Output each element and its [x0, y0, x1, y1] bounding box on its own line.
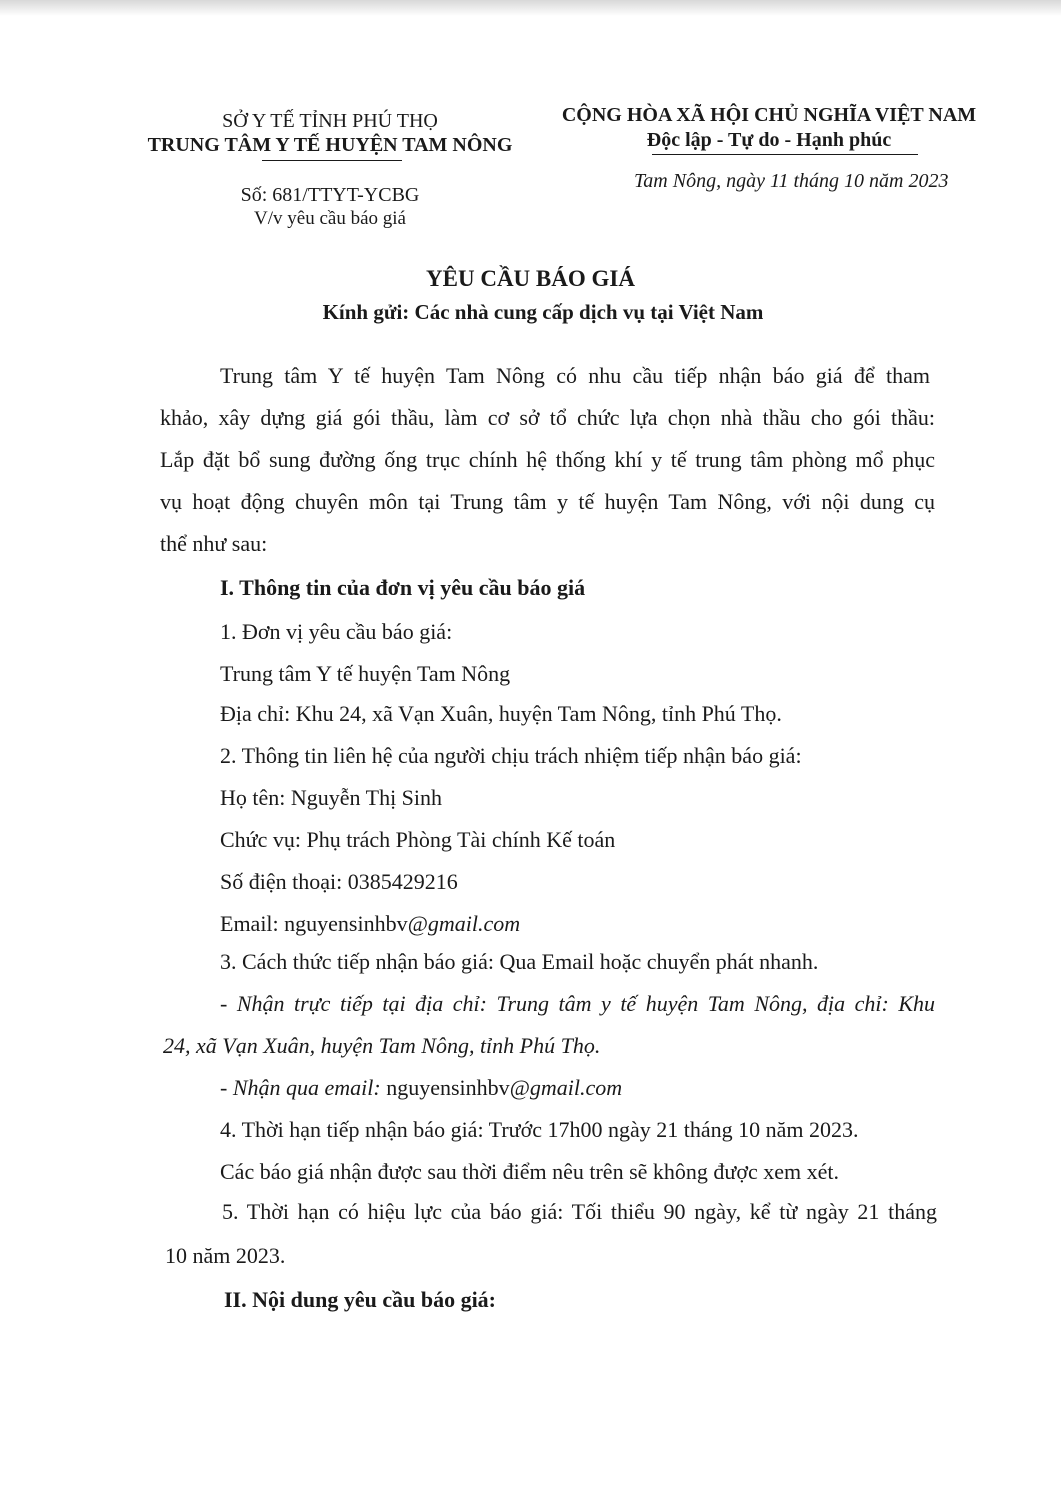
intro-line-2: khảo, xây dựng giá gói thầu, làm cơ sở tổ chức lựa chọn nhà thầu cho gói thầu:: [160, 405, 935, 430]
contact-email: [220, 911, 520, 937]
department-name: SỞ Y TẾ TỈNH PHÚ THỌ: [222, 110, 438, 132]
document-title: YÊU CẦU BÁO GIÁ: [426, 266, 635, 291]
item-2-label: 2. Thông tin liên hệ của người chịu trách nhiệm tiếp nhận báo giá:: [220, 743, 802, 768]
national-motto: Độc lập - Tự do - Hạnh phúc: [646, 129, 892, 151]
item-5-line-2: 10 năm 2023.: [165, 1243, 286, 1268]
date-line: Tam Nông, ngày 11 tháng 10 năm 2023: [634, 170, 949, 192]
contact-email-user: Email: nguyensinhbv: [220, 911, 408, 936]
section-2-heading: II. Nội dung yêu cầu báo giá:: [224, 1287, 497, 1312]
document-number: Số: 681/TTYT-YCBG: [240, 184, 420, 206]
item-3-email-user: nguyensinhbv: [380, 1075, 510, 1100]
item-5-line-1: 5. Thời hạn có hiệu lực của báo giá: Tối thiểu 90 ngày, kể từ ngày 21 tháng: [222, 1199, 937, 1224]
item-1-label: 1. Đơn vị yêu cầu báo giá:: [220, 619, 453, 644]
contact-email-domain: @gmail.com: [407, 911, 521, 936]
scan-edge: [0, 0, 1061, 16]
item-4-note: Các báo giá nhận được sau thời điểm nêu trên sẽ không được xem xét.: [220, 1159, 839, 1184]
intro-line-4: vụ hoạt động chuyên môn tại Trung tâm y tế huyện Tam Nông, với nội dung cụ: [160, 489, 935, 514]
item-1-address: Địa chỉ: Khu 24, xã Vạn Xuân, huyện Tam Nông, tỉnh Phú Thọ.: [220, 701, 782, 726]
item-3-direct-line-1: - Nhận trực tiếp tại địa chỉ: Trung tâm y tế huyện Tam Nông, địa chỉ: Khu: [220, 991, 935, 1016]
organization-underline: [262, 160, 402, 161]
contact-name: Họ tên: Nguyễn Thị Sinh: [220, 785, 443, 810]
recipient-line: Kính gửi: Các nhà cung cấp dịch vụ tại Việt Nam: [322, 300, 764, 324]
contact-position: Chức vụ: Phụ trách Phòng Tài chính Kế toán: [220, 827, 616, 852]
organization-name: TRUNG TÂM Y TẾ HUYỆN TAM NÔNG: [147, 134, 513, 156]
national-title: CỘNG HÒA XÃ HỘI CHỦ NGHĨA VIỆT NAM: [561, 104, 977, 126]
item-3-email-domain: @gmail.com: [509, 1075, 623, 1100]
item-1-name: Trung tâm Y tế huyện Tam Nông: [220, 661, 511, 686]
intro-line-3: Lắp đặt bổ sung đường ống trục chính hệ thống khí y tế trung tâm phòng mổ phục: [160, 447, 935, 472]
contact-phone: Số điện thoại: 0385429216: [220, 869, 458, 894]
motto-underline: [652, 154, 918, 155]
section-1-heading: I. Thông tin của đơn vị yêu cầu báo giá: [220, 575, 586, 600]
intro-line-1: Trung tâm Y tế huyện Tam Nông có nhu cầu tiếp nhận báo giá để tham: [220, 363, 930, 388]
item-3-email: [220, 1075, 622, 1101]
item-3-email-label: - Nhận qua email:: [220, 1075, 381, 1100]
item-4-label: 4. Thời hạn tiếp nhận báo giá: Trước 17h00 ngày 21 tháng 10 năm 2023.: [220, 1117, 859, 1142]
document-subject: V/v yêu cầu báo giá: [254, 208, 406, 229]
intro-line-5: thể như sau:: [160, 531, 268, 556]
item-3-label: 3. Cách thức tiếp nhận báo giá: Qua Email hoặc chuyển phát nhanh.: [220, 949, 819, 974]
item-3-direct-line-2: 24, xã Vạn Xuân, huyện Tam Nông, tỉnh Phú Thọ.: [163, 1033, 601, 1058]
